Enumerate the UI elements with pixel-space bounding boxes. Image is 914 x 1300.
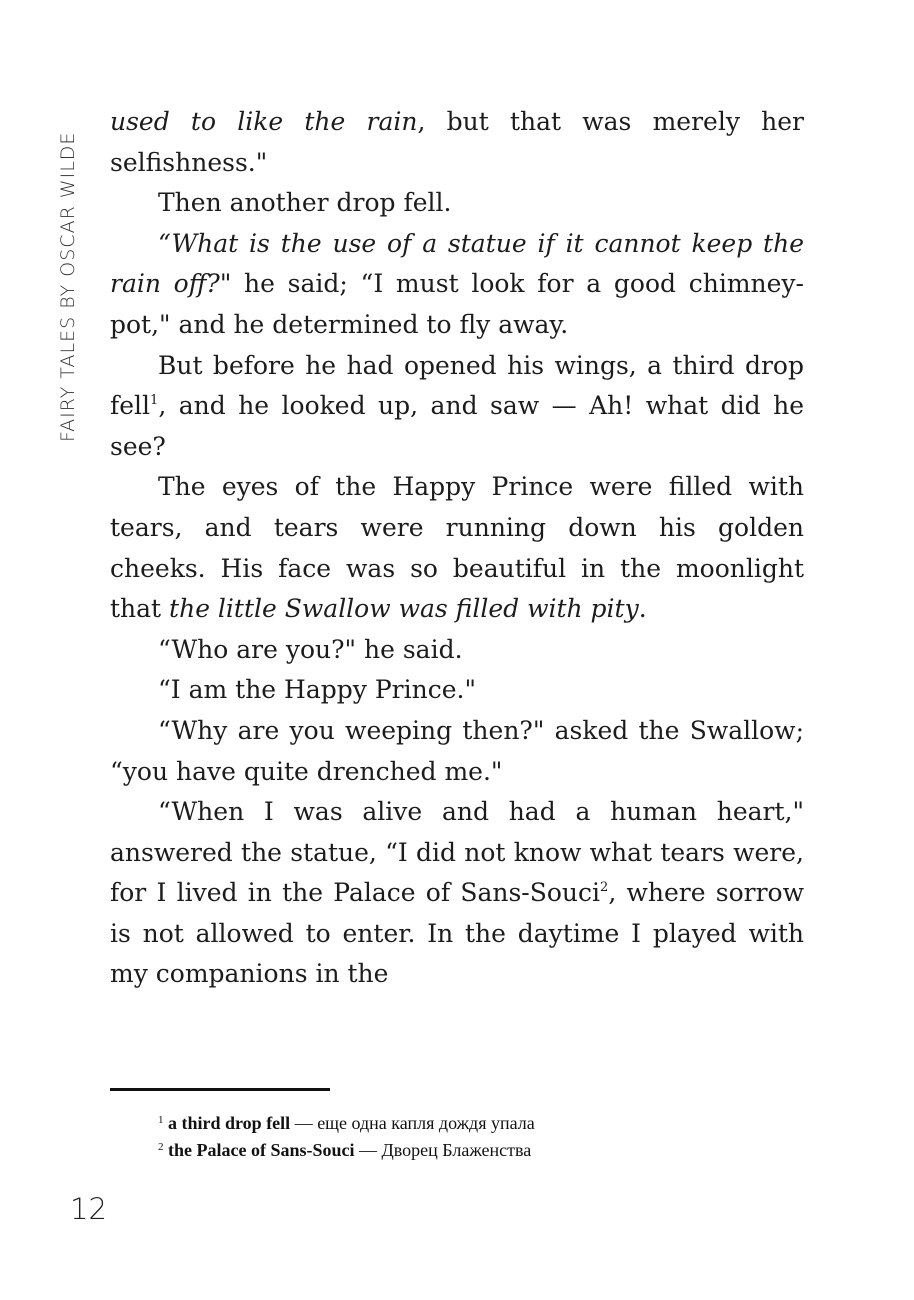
footnote-marker: 1 bbox=[150, 393, 159, 409]
footnote-translation: — еще одна капля дождя упала bbox=[290, 1113, 535, 1133]
footnote-number: 2 bbox=[158, 1141, 164, 1153]
italic-text: “What is the use of a statue if it cannot keep the rain off?" bbox=[110, 228, 804, 299]
text-run: , but that was merely her selfishness." bbox=[110, 107, 804, 177]
footnote-number: 1 bbox=[158, 1114, 164, 1126]
paragraph bbox=[110, 102, 804, 183]
paragraph bbox=[110, 711, 804, 792]
paragraph bbox=[110, 346, 804, 468]
footnote-term: the Palace of Sans-Souci bbox=[168, 1140, 355, 1160]
paragraph bbox=[110, 224, 804, 346]
footnote-item bbox=[158, 1137, 535, 1164]
text-run: . bbox=[638, 594, 647, 624]
text-run: But before he had opened his wings, a third drop fell bbox=[110, 350, 804, 421]
text-run: Then another drop fell. bbox=[158, 188, 452, 218]
body-text bbox=[110, 102, 804, 995]
footnote-item bbox=[158, 1110, 535, 1137]
page-number: 12 bbox=[70, 1192, 107, 1226]
italic-text: used to like the rain bbox=[110, 107, 418, 136]
text-run: “Why are you weeping then?" asked the Swallow; “you have quite drenched me." bbox=[110, 715, 804, 786]
footnote-term: a third drop fell bbox=[168, 1113, 291, 1133]
running-head-book-title: FAIRY TALES BY OSCAR WILDE bbox=[57, 131, 79, 442]
text-run: he said; “I must look for a good chimney-pot," and he determined to fly away. bbox=[110, 269, 804, 339]
paragraph bbox=[110, 670, 804, 711]
text-run: , and he looked up, and saw — Ah! what did he see? bbox=[110, 391, 804, 461]
text-run: , where sorrow is not allowed to enter. In the daytime I played with my companions in the bbox=[110, 878, 805, 989]
footnote-divider bbox=[110, 1088, 330, 1091]
paragraph bbox=[110, 792, 804, 995]
paragraph bbox=[110, 467, 804, 629]
text-run: “I am the Happy Prince." bbox=[158, 675, 476, 705]
text-run: “Who are you?" he said. bbox=[158, 634, 463, 664]
footnote-marker: 2 bbox=[600, 880, 609, 896]
text-run: The eyes of the Happy Prince were filled with tears, and tears were running down his golden cheeks. His face was so beautiful in the moonlight that bbox=[110, 472, 804, 624]
italic-text: the little Swallow was filled with pity bbox=[169, 594, 639, 624]
footnotes bbox=[158, 1110, 535, 1164]
footnote-translation: — Дворец Блаженства bbox=[354, 1140, 532, 1160]
paragraph bbox=[110, 183, 804, 224]
paragraph bbox=[110, 630, 804, 671]
text-run: “When I was alive and had a human heart," answered the statue, “I did not know what tears were, for I lived in the Palace of Sans-Souci bbox=[110, 797, 804, 908]
